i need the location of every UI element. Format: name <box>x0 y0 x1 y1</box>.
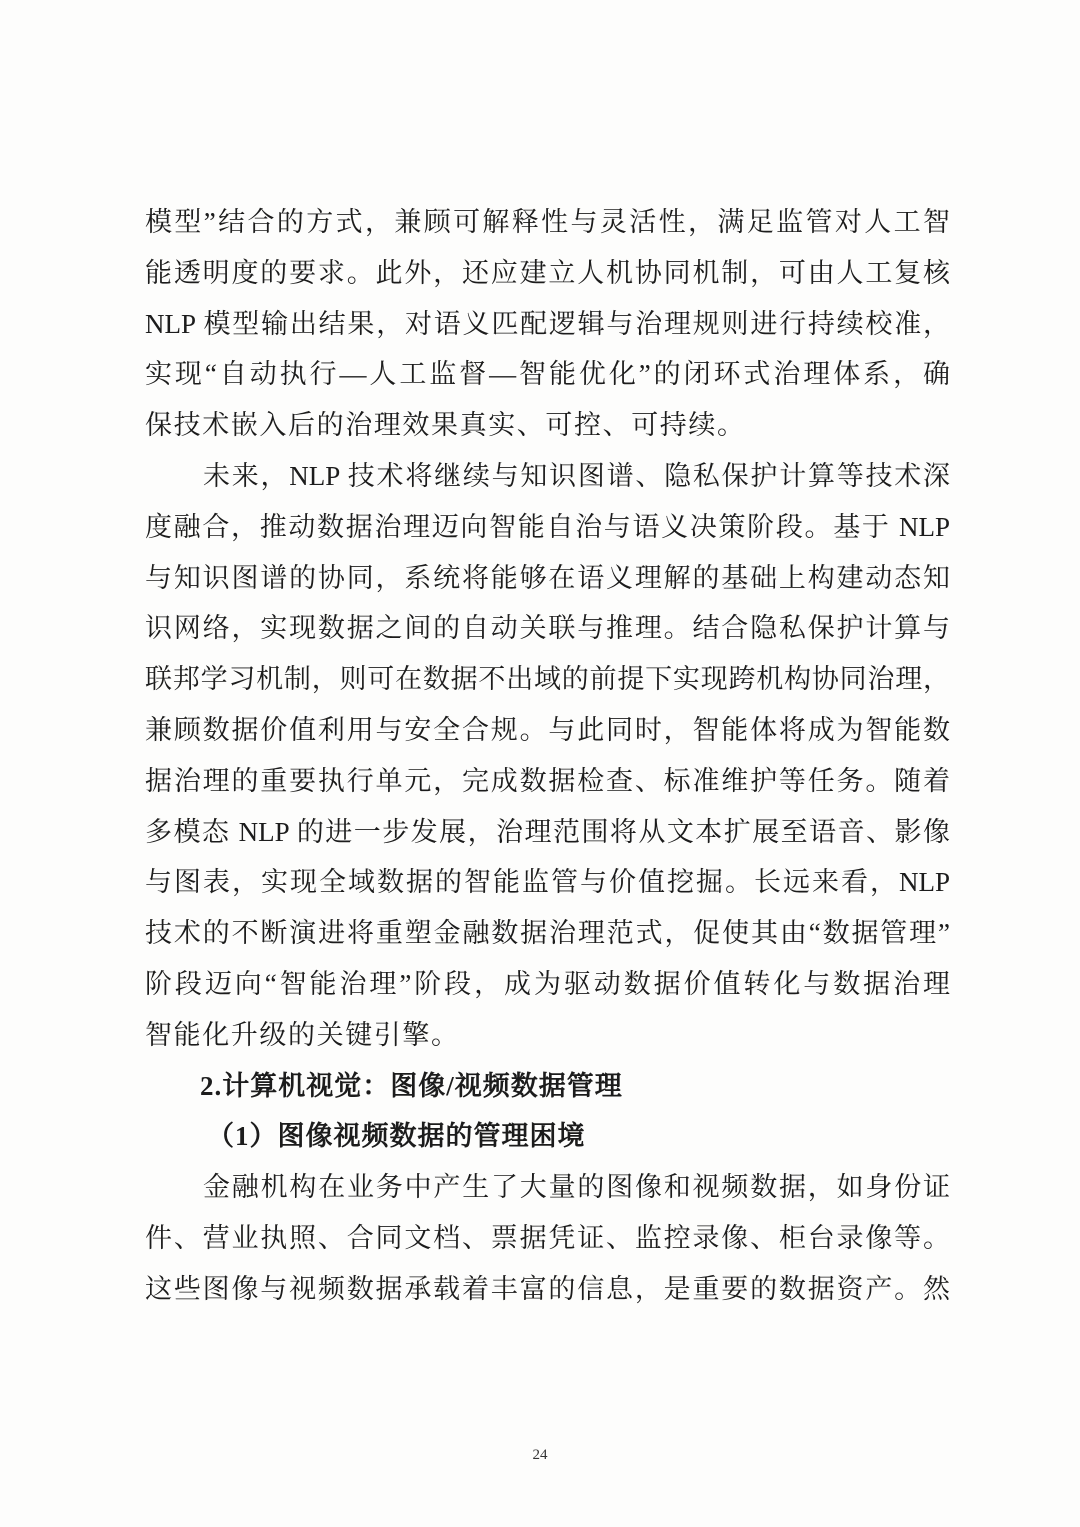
section-heading: 2.计算机视觉：图像/视频数据管理 <box>200 1070 623 1101</box>
text-line: 这些图像与视频数据承载着丰富的信息，是重要的数据资产。然 <box>145 1273 950 1304</box>
body-text <box>145 197 950 1315</box>
text-line: 保技术嵌入后的治理效果真实、可控、可持续。 <box>145 410 746 441</box>
text-line: 度融合，推动数据治理迈向智能自治与语义决策阶段。基于 NLP <box>145 511 950 542</box>
subsection-heading: （1）图像视频数据的管理困境 <box>207 1121 586 1152</box>
text-line: 据治理的重要执行单元，完成数据检查、标准维护等任务。随着 <box>145 765 950 796</box>
text-line: 实现“自动执行—人工监督—智能优化”的闭环式治理体系，确 <box>145 359 950 390</box>
text-line: 模型”结合的方式，兼顾可解释性与灵活性，满足监管对人工智 <box>145 207 950 237</box>
text-line: 阶段迈向“智能治理”阶段，成为驱动数据价值转化与数据治理 <box>145 968 950 999</box>
text-line: 件、营业执照、合同文档、票据凭证、监控录像、柜台录像等。 <box>145 1222 950 1253</box>
text-line: 与知识图谱的协同，系统将能够在语义理解的基础上构建动态知 <box>145 562 950 593</box>
text-line: 未来，NLP 技术将继续与知识图谱、隐私保护计算等技术深 <box>203 460 950 491</box>
text-line: 联邦学习机制，则可在数据不出域的前提下实现跨机构协同治理， <box>145 664 950 695</box>
paragraph-image-video-data <box>145 1162 950 1314</box>
text-line: 识网络，实现数据之间的自动关联与推理。结合隐私保护计算与 <box>145 613 950 644</box>
paragraph-continued <box>145 197 950 451</box>
text-line: NLP 模型输出结果，对语义匹配逻辑与治理规则进行持续校准， <box>145 308 950 339</box>
text-line: 与图表，实现全域数据的智能监管与价值挖掘。长远来看，NLP <box>145 867 950 898</box>
text-line: 技术的不断演进将重塑金融数据治理范式，促使其由“数据管理” <box>145 918 950 949</box>
text-line: 智能化升级的关键引擎。 <box>145 1019 460 1050</box>
text-line: 兼顾数据价值利用与安全合规。与此同时，智能体将成为智能数 <box>145 714 950 745</box>
text-line: 金融机构在业务中产生了大量的图像和视频数据，如身份证 <box>203 1172 950 1203</box>
paragraph-future-outlook <box>145 451 950 1061</box>
text-line: 能透明度的要求。此外，还应建立人机协同机制，可由人工复核 <box>145 257 950 288</box>
text-line: 多模态 NLP 的进一步发展，治理范围将从文本扩展至语音、影像 <box>145 816 950 847</box>
page-number: 24 <box>532 1447 548 1463</box>
